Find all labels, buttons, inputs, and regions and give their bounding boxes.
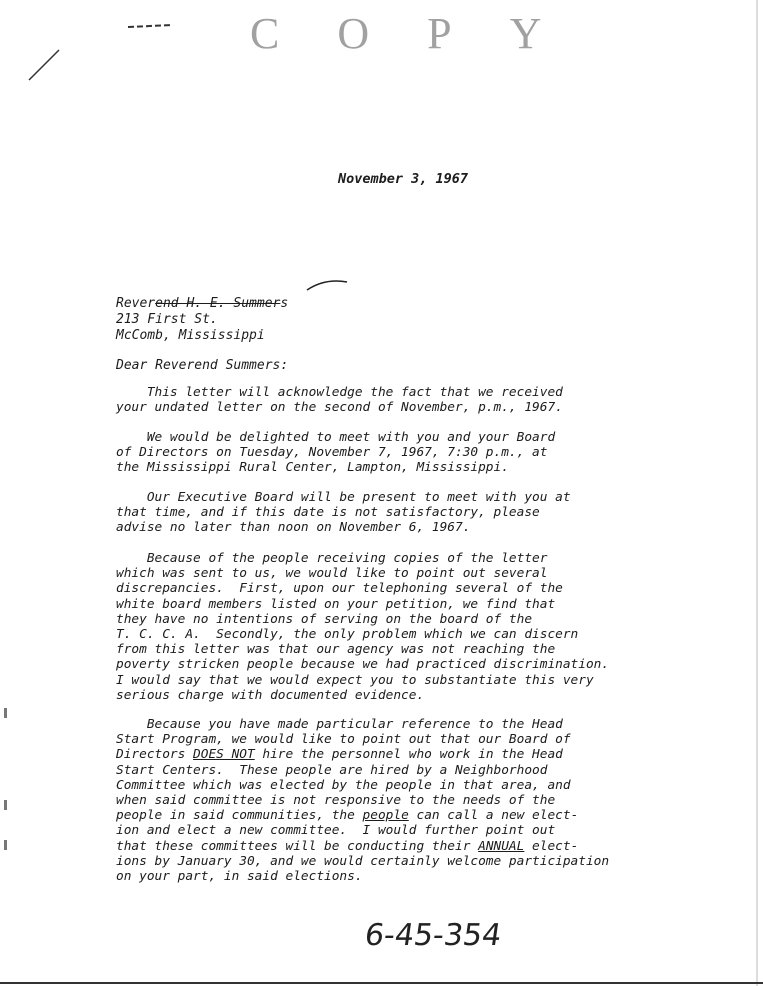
- bottom-rule: [0, 982, 763, 984]
- page-edge: [756, 0, 758, 986]
- salutation: Dear Reverend Summers:: [116, 358, 289, 373]
- address-line-2: 213 First St.: [116, 312, 218, 327]
- copy-stamp: COPY: [250, 9, 600, 58]
- margin-tick: [4, 840, 7, 850]
- address-line-1: Reverend H. E. Summers: [116, 296, 289, 311]
- slash-mark: [24, 45, 64, 85]
- address-line-3: McComb, Mississippi: [116, 328, 265, 343]
- paragraph-5: Because you have made particular reference to the Head Start Program, we would like to point out that our Board of Directors DOES NOT hire the personnel who work in the Head Start Centers. These people are hired by a Neighborhood Committee which was elected by the people in that area, and when said committee is not responsive to the needs of the people in said communities, the people can call a new elect- ion and elect a new committee. I would further point out that these committees will be conducting their ANNUAL elect- ions by January 30, and we would certainly welcome participation on your part, in said elections.: [116, 717, 610, 885]
- paragraph-1: This letter will acknowledge the fact that we received your undated letter on the second of November, p.m., 1967.: [116, 385, 563, 416]
- letter-date: November 3, 1967: [338, 171, 469, 187]
- paragraph-2: We would be delighted to meet with you and your Board of Directors on Tuesday, November 7, 1967, 7:30 p.m., at the Mississippi Rural Center, Lampton, Mississippi.: [116, 430, 556, 476]
- paragraph-4: Because of the people receiving copies of the letter which was sent to us, we would like to point out several discrepancies. First, upon our telephoning several of the white board members listed on your petition, we find that they have no intentions of serving on the board of the T. C. C. A. Secondly, the only problem which we can discern from this letter was that our agency was not reaching the poverty stricken people because we had practiced discrimination. I would say that we would expect you to substantiate this very serious charge with documented evidence.: [116, 551, 610, 703]
- paragraph-3: Our Executive Board will be present to meet with you at that time, and if this date is not satisfactory, please advise no later than noon on November 6, 1967.: [116, 490, 571, 536]
- margin-tick: [4, 800, 7, 810]
- margin-tick: [4, 708, 7, 718]
- handwritten-strike-mark: [305, 276, 350, 296]
- recipient-address: [116, 296, 288, 344]
- dash-mark: [128, 22, 178, 32]
- handwritten-document-number: 6-45-354: [362, 918, 504, 953]
